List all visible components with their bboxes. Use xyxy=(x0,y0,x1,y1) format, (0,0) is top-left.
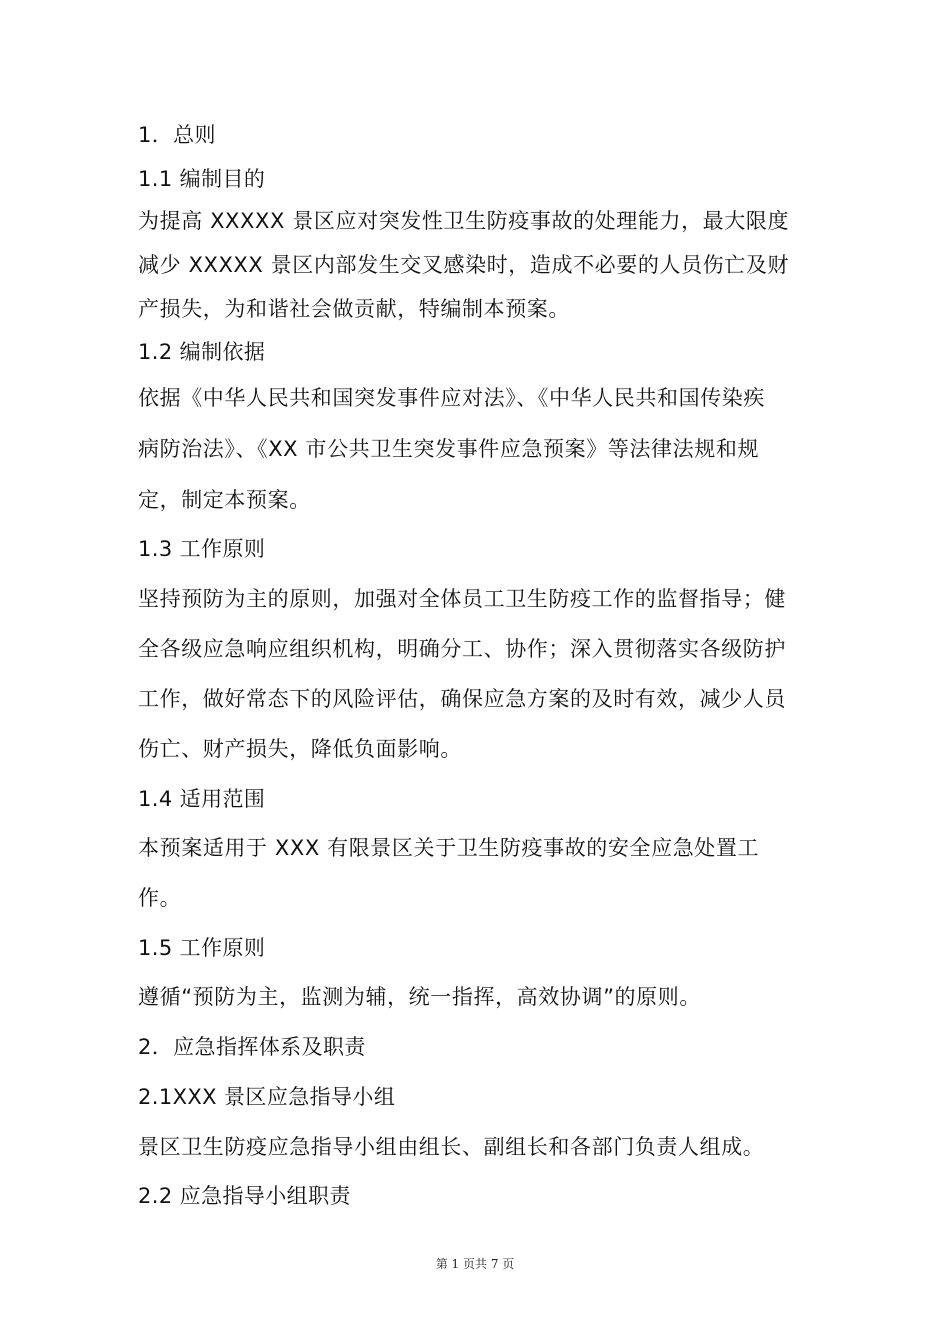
paragraph-line: 伤亡、财产损失，降低负面影响。 xyxy=(138,737,462,761)
paragraph-line: 遵循“预防为主，监测为辅，统一指挥，高效协调”的原则。 xyxy=(138,985,701,1009)
paragraph-line: 定，制定本预案。 xyxy=(138,488,311,512)
paragraph-line: 本预案适用于 XXX 有限景区关于卫生防疫事故的安全应急处置工 xyxy=(138,836,760,860)
paragraph-line: 工作，做好常态下的风险评估，确保应急方案的及时有效，减少人员 xyxy=(138,687,786,711)
section-heading-1-1: 1.1 编制目的 xyxy=(138,167,266,191)
page-footer: 第 1 页共 7 页 xyxy=(435,1257,515,1271)
paragraph-line: 为提高 XXXXX 景区应对突发性卫生防疫事故的处理能力，最大限度 xyxy=(138,209,790,233)
section-heading-1-2: 1.2 编制依据 xyxy=(138,340,266,364)
section-heading-1-3: 1.3 工作原则 xyxy=(138,537,266,561)
section-heading-1-4: 1.4 适用范围 xyxy=(138,787,266,811)
paragraph-line: 减少 XXXXX 景区内部发生交叉感染时，造成不必要的人员伤亡及财 xyxy=(138,253,790,277)
section-heading-1: 1．总则 xyxy=(138,123,216,147)
paragraph-line: 产损失，为和谐社会做贡献，特编制本预案。 xyxy=(138,297,570,321)
paragraph-line: 坚持预防为主的原则，加强对全体员工卫生防疫工作的监督指导；健 xyxy=(138,587,786,611)
section-heading-1-5: 1.5 工作原则 xyxy=(138,936,266,960)
section-heading-2-2: 2.2 应急指导小组职责 xyxy=(138,1184,351,1208)
section-heading-2-1: 2.1XXX 景区应急指导小组 xyxy=(138,1085,396,1109)
section-heading-2: 2．应急指挥体系及职责 xyxy=(138,1035,366,1059)
paragraph-line: 景区卫生防疫应急指导小组由组长、副组长和各部门负责人组成。 xyxy=(138,1135,765,1159)
paragraph-line: 作。 xyxy=(138,886,182,910)
paragraph-line: 依据《中华人民共和国突发事件应对法》、《中华人民共和国传染疾 xyxy=(138,386,765,410)
paragraph-line: 全各级应急响应组织机构，明确分工、协作；深入贯彻落实各级防护 xyxy=(138,637,786,661)
paragraph-line: 病防治法》、《XX 市公共卫生突发事件应急预案》等法律法规和规 xyxy=(138,437,760,461)
